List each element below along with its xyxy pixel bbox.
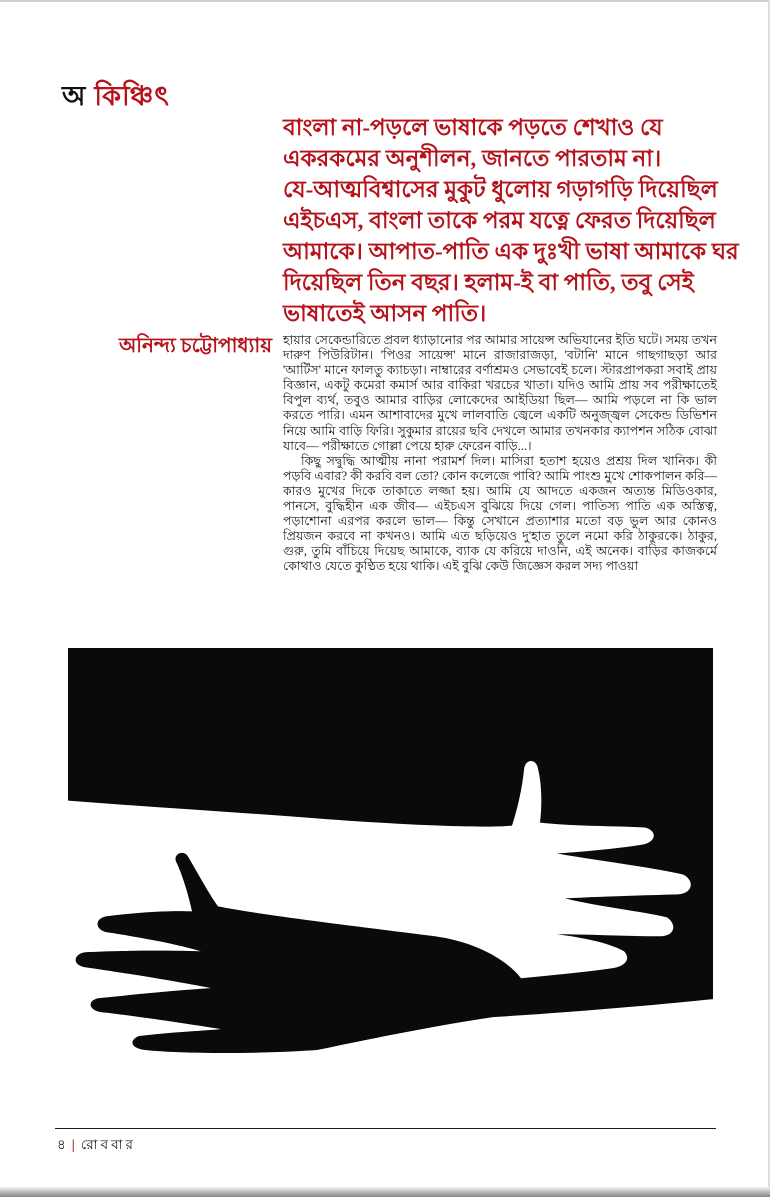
lede-line: আমাকে। আপাত-পাতি এক দুঃখী ভাষা আমাকে ঘর: [283, 239, 739, 264]
hands-illustration-svg: [65, 646, 717, 1060]
lede-line: একরকমের অনুশীলন, জানতে পারতাম না।: [283, 146, 662, 171]
lede-line: বাংলা না-পড়লে ভাষাকে পড়তে শেখাও যে: [283, 115, 663, 140]
hands-illustration: [65, 646, 717, 1060]
article-body: [283, 333, 717, 575]
author-byline: অনিন্দ্য চট্টোপাধ্যায়: [118, 335, 272, 357]
page-number: ৪: [57, 1137, 66, 1152]
article-paragraph: কিছু সদ্বুদ্ধি আত্মীয় নানা পরামর্শ দিল। মাসিরা হতাশ হয়েও প্রশ্রয় দিল খানিক। কী পড়বি এবার? কী করবি বল তো? কোন কলেজে পাবি? আমি পাংশু মুখে শোকপালন করি— কারও মুখের দিকে তাকাতে লজ্জা হয়। আমি যে আদতে একজন অত্যন্ত মিডিওকার, পানসে, বুদ্ধিহীন এক জীব— এইচএস বুঝিয়ে দিয়ে গেল। পাতিস্য পাতি এক অস্তিত্ব, পড়াশোনা এরপর করলে ভাল— কিন্তু সেখানে প্রত্যাশার মতো বড় ভুল আর কোনও প্রিয়জন করবে না কখনও। আমি এত ছড়িয়েও দু'হাত তুলে নমো করি ঠাকুরকে। ঠাকুর, গুরু, তুমি বাঁচিয়ে দিয়েছ আমাকে, ব্যাক যে করিয়ে দাওনি, এই অনেক। বাড়ির কাজকর্মে কোথাও যেতে কুণ্ঠিত হয়ে থাকি। এই বুঝি কেউ জিজ্ঞেস করল সদ্য পাওয়া: [283, 453, 718, 574]
masthead-title: কিঞ্চিৎ: [94, 81, 170, 111]
black-white-hands-shape: [68, 648, 713, 1053]
lede-text: [283, 112, 739, 329]
article-paragraph: হায়ার সেকেন্ডারিতে প্রবল ধ্যাড়ানোর পর আমার সায়েন্স অভিযানের ইতি ঘটে। সময় তখন দারুণ পিউরিটান। 'পিওর সায়েন্স' মানে রাজারাজড়া, 'বটানি' মানে গাছগাছড়া আর 'আর্টিস' মানে ফালতু ক্যাচড়া। নাম্বারের বর্ণাশ্রমও সেভাবেই চলে। স্টারপ্রাপকরা সবাই প্রায় বিজ্ঞান, একটু কমেরা কমার্স আর বাকিরা খরচের খাতা। যদিও আমি প্রায় সব পরীক্ষাতেই বিপুল ব্যর্থ, তবুও আমার বাড়ির লোকেদের আইডিয়া ছিল— আমি পড়লে না কি ভাল করতে পারি। এমন আশাবাদের মুখে লালবাতি জ্বেলে একটি অনুজ্জ্বল সেকেন্ড ডিভিশন নিয়ে আমি বাড়ি ফিরি। সুকুমার রায়ের ছবি দেখলে আমার তখনকার ক্যাপশন সঠিক বোঝা যাবে— পরীক্ষাতে গোল্লা পেয়ে হারু ফেরেন বাড়ি...।: [283, 333, 717, 453]
page-edge-top: [0, 0, 770, 2]
page-footer: [57, 1134, 136, 1157]
section-masthead: [62, 76, 170, 121]
footer-rule: [55, 1128, 716, 1129]
page-edge-bottom: [0, 1187, 770, 1197]
lede-line: দিয়েছিল তিন বছর। হলাম-ই বা পাতি, তবু সেই: [283, 270, 694, 295]
lede-line: এইচএস, বাংলা তাকে পরম যত্নে ফেরত দিয়েছিল: [283, 208, 716, 233]
magazine-name: রোববার: [80, 1137, 136, 1152]
lede-line: ভাষাতেই আসন পাতি।: [283, 301, 487, 326]
masthead-prefix: অ: [62, 81, 87, 111]
footer-separator: |: [71, 1137, 75, 1152]
lede-line: যে-আত্মবিশ্বাসের মুকুট ধুলোয় গড়াগড়ি দিয়েছিল: [283, 177, 718, 202]
